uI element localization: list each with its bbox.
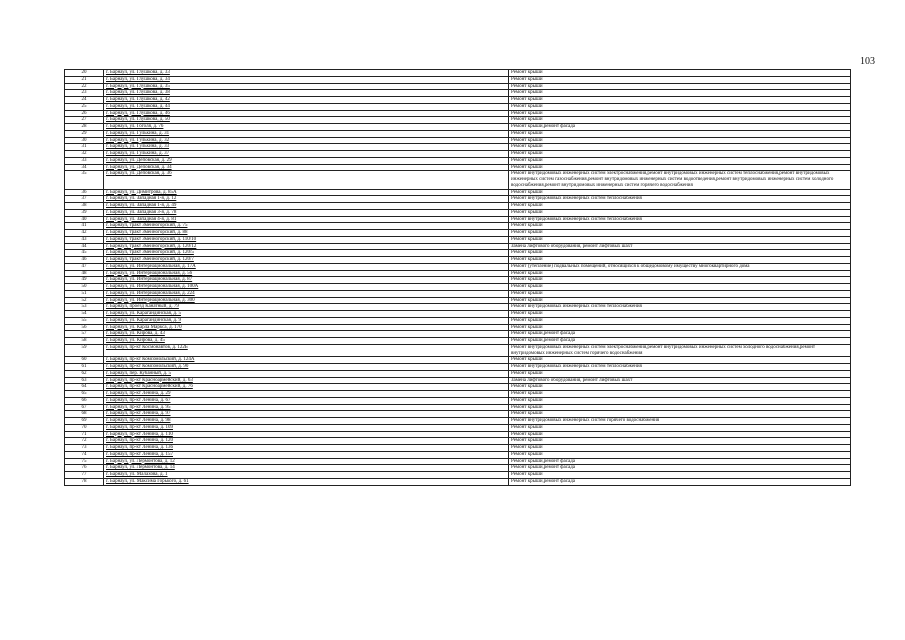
row-number-cell: 32 [65,151,104,158]
row-number-cell: 36 [65,189,104,196]
row-number-cell: 54 [65,311,104,318]
row-number-cell: 24 [65,97,104,104]
work-type-cell: Ремонт крыши [509,391,851,398]
work-type-cell: Ремонт крыши [509,431,851,438]
table-row [65,230,851,237]
table-row [65,317,851,324]
table-row [65,250,851,257]
table-row [65,472,851,479]
row-number-cell: 43 [65,236,104,243]
row-number-cell: 62 [65,370,104,377]
address-cell: г. Барнаул, ул. Максима Горького, д. 61 [104,478,509,485]
row-number-cell: 22 [65,83,104,90]
table-row [65,445,851,452]
work-type-cell: Ремонт крыши [509,270,851,277]
table-row [65,144,851,151]
row-number-cell: 31 [65,144,104,151]
row-number-cell: 75 [65,458,104,465]
address-cell: г. Барнаул, ул. Деповская, д. 36 [104,171,509,189]
address-cell: г. Барнаул, тракт Змеиногорский, д. 88 [104,230,509,237]
work-type-cell: Ремонт крыши [509,189,851,196]
address-cell: г. Барнаул, ул. Западная 4-я, д. 81 [104,216,509,223]
row-number-cell: 59 [65,344,104,357]
work-type-cell: Ремонт крыши [509,317,851,324]
work-type-cell: Ремонт крыши,ремонт фасада [509,458,851,465]
row-number-cell: 63 [65,377,104,384]
work-type-cell: Ремонт внутридомовых инженерных систем теплоснабжения [509,196,851,203]
address-cell: г. Барнаул, ул. Глушкова, д. 42 [104,97,509,104]
work-type-cell: Ремонт внутридомовых инженерных систем электроснабжения,ремонт внутридомовых инженерных систем холодного водоснабжения,ремонт внутридомовых инженерных систем горячего водоснабжения [509,344,851,357]
row-number-cell: 66 [65,397,104,404]
work-type-cell: Ремонт крыши [509,297,851,304]
address-cell: г. Барнаул, пр-кт Красноармейский, д. 76 [104,384,509,391]
table-row [65,397,851,404]
address-cell: г. Барнаул, ул. Глушкова, д. 50 [104,117,509,124]
work-type-cell: Ремонт крыши [509,151,851,158]
address-cell: г. Барнаул, ул. Глушкова, д. 35 [104,83,509,90]
row-number-cell: 30 [65,137,104,144]
table-row [65,257,851,264]
table-row [65,124,851,131]
row-number-cell: 51 [65,290,104,297]
work-type-cell: Ремонт крыши [509,404,851,411]
row-number-cell: 23 [65,90,104,97]
table-row [65,263,851,270]
row-number-cell: 69 [65,418,104,425]
work-type-cell: Ремонт крыши [509,76,851,83]
address-cell: г. Барнаул, проезд Канатный, д. 79 [104,304,509,311]
address-cell: г. Барнаул, ул. Западная 1-я, д. 12 [104,196,509,203]
address-cell: г. Барнаул, пр-кт Ленина, д. 136 [104,445,509,452]
table-row [65,209,851,216]
table-row [65,344,851,357]
address-cell: г. Барнаул, ул. Глушкова, д. 44 [104,103,509,110]
work-type-cell: Ремонт крыши [509,311,851,318]
address-cell: г. Барнаул, пр-кт Красноармейский, д. 63 [104,377,509,384]
work-type-cell: Ремонт крыши [509,230,851,237]
address-cell: г. Барнаул, ул. Гулькина, д. 32 [104,137,509,144]
row-number-cell: 61 [65,364,104,371]
table-row [65,223,851,230]
table-row [65,331,851,338]
work-type-cell: Ремонт крыши [509,451,851,458]
row-number-cell: 33 [65,157,104,164]
row-number-cell: 46 [65,257,104,264]
work-type-cell: Ремонт крыши [509,284,851,291]
address-cell: г. Барнаул, пр-кт Ленина, д. 109 [104,424,509,431]
work-type-cell: Ремонт крыши [509,203,851,210]
row-number-cell: 29 [65,130,104,137]
address-cell: г. Барнаул, ул. Интернациональная, д. 87 [104,277,509,284]
work-type-cell: Ремонт крыши [509,424,851,431]
work-type-cell: Ремонт крыши [509,157,851,164]
row-number-cell: 48 [65,270,104,277]
table-row [65,384,851,391]
work-type-cell: Ремонт крыши [509,236,851,243]
work-type-cell: Ремонт крыши [509,411,851,418]
work-type-cell: Ремонт крыши [509,209,851,216]
table-row [65,137,851,144]
table-row [65,203,851,210]
row-number-cell: 64 [65,384,104,391]
row-number-cell: 49 [65,277,104,284]
address-cell: г. Барнаул, ул. Кирова, д. 45 [104,338,509,345]
address-cell: г. Барнаул, пр-кт Комсомольский, д. 90 [104,364,509,371]
address-cell: г. Барнаул, ул. Димитрова, д. 85А [104,189,509,196]
row-number-cell: 37 [65,196,104,203]
table-row [65,377,851,384]
work-type-cell: Ремонт крыши [509,137,851,144]
work-type-cell: Ремонт крыши [509,384,851,391]
address-cell: г. Барнаул, пр-кт Ленина, д. 110 [104,431,509,438]
address-cell: г. Барнаул, тракт Змеиногорский, д. 75 [104,223,509,230]
address-cell: г. Барнаул, пр-кт Ленина, д. 29 [104,391,509,398]
table-row [65,157,851,164]
table-row [65,270,851,277]
table-row [65,297,851,304]
address-cell: г. Барнаул, ул. Деповская, д. 29 [104,157,509,164]
row-number-cell: 50 [65,284,104,291]
work-type-cell: Ремонт крыши [509,472,851,479]
row-number-cell: 20 [65,70,104,77]
work-type-cell: Ремонт крыши [509,277,851,284]
work-type-cell: Замена лифтового оборудования, ремонт лифтовых шахт [509,243,851,250]
row-number-cell: 47 [65,263,104,270]
table-row [65,418,851,425]
repair-schedule-table [64,69,851,486]
row-number-cell: 53 [65,304,104,311]
address-cell: г. Барнаул, ул. Карагандинская, д. 5 [104,311,509,318]
address-cell: г. Барнаул, тракт Змеиногорский, д. 120/7 [104,257,509,264]
address-cell: г. Барнаул, ул. Карагандинская, д. 9 [104,317,509,324]
address-cell: г. Барнаул, ул. Интернациональная, д. 100А [104,284,509,291]
work-type-cell: Ремонт крыши [509,357,851,364]
row-number-cell: 76 [65,465,104,472]
work-type-cell: Ремонт крыши [509,130,851,137]
work-type-cell: Ремонт крыши [509,257,851,264]
work-type-cell: Ремонт внутридомовых инженерных систем теплоснабжения [509,304,851,311]
address-cell: г. Барнаул, пр-кт Ленина, д. 67 [104,397,509,404]
work-type-cell: Ремонт крыши [509,164,851,171]
row-number-cell: 78 [65,478,104,485]
table-row [65,324,851,331]
address-cell: г. Барнаул, ул. Гулькина, д. 33 [104,144,509,151]
row-number-cell: 42 [65,230,104,237]
page-number: 103 [860,56,875,67]
row-number-cell: 65 [65,391,104,398]
address-cell: г. Барнаул, пр-кт Ленина, д. 120 [104,438,509,445]
address-cell: г. Барнаул, пр-кт Ленина, д. 95 [104,404,509,411]
table-row [65,465,851,472]
address-cell: г. Барнаул, ул. Западная 1-я, д. 49 [104,203,509,210]
table-row [65,277,851,284]
row-number-cell: 67 [65,404,104,411]
row-number-cell: 21 [65,76,104,83]
work-type-cell: Ремонт крыши [509,290,851,297]
address-cell: г. Барнаул, ул. Интернациональная, д. 224 [104,290,509,297]
row-number-cell: 35 [65,171,104,189]
table-row [65,196,851,203]
row-number-cell: 55 [65,317,104,324]
address-cell: г. Барнаул, ул. Интернациональная, д. 300 [104,297,509,304]
row-number-cell: 60 [65,357,104,364]
table-row [65,304,851,311]
table-row [65,284,851,291]
table-row [65,478,851,485]
table-row [65,404,851,411]
table-row [65,391,851,398]
address-cell: г. Барнаул, тракт Змеиногорский, д. 110/10 [104,236,509,243]
table-row [65,451,851,458]
table-row [65,424,851,431]
table-row [65,411,851,418]
work-type-cell: Ремонт крыши,ремонт фасада [509,331,851,338]
address-cell: г. Барнаул, ул. Гулькина, д. 37 [104,151,509,158]
address-cell: г. Барнаул, ул. Лермонтова, д. 12 [104,458,509,465]
row-number-cell: 27 [65,117,104,124]
work-type-cell: Ремонт крыши [509,324,851,331]
address-cell: г. Барнаул, тракт Змеиногорский, д. 120/12 [104,243,509,250]
row-number-cell: 77 [65,472,104,479]
address-cell: г. Барнаул, ул. Интернациональная, д. 56 [104,270,509,277]
address-cell: г. Барнаул, ул. Кирова, д. 43 [104,331,509,338]
row-number-cell: 38 [65,203,104,210]
work-type-cell: Ремонт крыши [509,370,851,377]
work-type-cell: Ремонт внутридомовых инженерных систем горячего водоснабжения [509,418,851,425]
table-row [65,311,851,318]
work-type-cell: Замена лифтового оборудования, ремонт лифтовых шахт [509,377,851,384]
work-type-cell: Ремонт крыши [509,90,851,97]
work-type-cell: Ремонт (утепление) подвальных помещений, относящихся к общедомовому имуществу многоквартирного дома [509,263,851,270]
address-cell: г. Барнаул, пр-кт Ленина, д. 97 [104,411,509,418]
address-cell: г. Барнаул, пр-кт Космонавтов, д. 122Б [104,344,509,357]
row-number-cell: 58 [65,338,104,345]
work-type-cell: Ремонт крыши,ремонт фасада [509,338,851,345]
row-number-cell: 74 [65,451,104,458]
table-row [65,97,851,104]
table-row [65,90,851,97]
work-type-cell: Ремонт внутридомовых инженерных систем теплоснабжения [509,216,851,223]
work-type-cell: Ремонт крыши [509,83,851,90]
address-cell: г. Барнаул, ул. Малахова, д. 1 [104,472,509,479]
row-number-cell: 25 [65,103,104,110]
table-row [65,130,851,137]
table-row [65,458,851,465]
table-row [65,243,851,250]
work-type-cell: Ремонт крыши [509,103,851,110]
work-type-cell: Ремонт крыши [509,250,851,257]
table-row [65,103,851,110]
address-cell: г. Барнаул, пр-кт Комсомольский, д. 124А [104,357,509,364]
work-type-cell: Ремонт крыши [509,97,851,104]
row-number-cell: 28 [65,124,104,131]
row-number-cell: 34 [65,164,104,171]
table-row [65,364,851,371]
work-type-cell: Ремонт внутридомовых инженерных систем электроснабжения,ремонт внутридомовых инженерных систем теплоснабжения,ремонт внутридомовых инженерных систем газоснабжения,ремонт внутридомовых инженерных систем водоотведения,ремонт внутридомовых инженерных систем холодного водоснабжения,ремонт внутридомовых инженерных систем горячего водоснабжения [509,171,851,189]
address-cell: г. Барнаул, ул. Гулькина, д. 31 [104,130,509,137]
table-row [65,357,851,364]
address-cell: г. Барнаул, ул. Лермонтова, д. 14 [104,465,509,472]
table-row [65,76,851,83]
row-number-cell: 71 [65,431,104,438]
work-type-cell: Ремонт крыши [509,397,851,404]
row-number-cell: 41 [65,223,104,230]
address-cell: г. Барнаул, тракт Змеиногорский, д. 120/5 [104,250,509,257]
row-number-cell: 39 [65,209,104,216]
work-type-cell: Ремонт крыши [509,110,851,117]
table-row [65,164,851,171]
row-number-cell: 56 [65,324,104,331]
work-type-cell: Ремонт внутридомовых инженерных систем теплоснабжения [509,364,851,371]
address-cell: г. Барнаул, ул. Карла Маркса, д. 170 [104,324,509,331]
table-row [65,236,851,243]
work-type-cell: Ремонт крыши [509,144,851,151]
work-type-cell: Ремонт крыши [509,117,851,124]
row-number-cell: 57 [65,331,104,338]
row-number-cell: 44 [65,243,104,250]
row-number-cell: 40 [65,216,104,223]
work-type-cell: Ремонт крыши,ремонт фасада [509,465,851,472]
row-number-cell: 73 [65,445,104,452]
work-type-cell: Ремонт крыши [509,70,851,77]
table-row [65,370,851,377]
row-number-cell: 26 [65,110,104,117]
table-row [65,431,851,438]
work-type-cell: Ремонт крыши,ремонт фасада [509,478,851,485]
table-row [65,438,851,445]
table-row [65,338,851,345]
table-row [65,151,851,158]
row-number-cell: 72 [65,438,104,445]
table-row [65,189,851,196]
row-number-cell: 45 [65,250,104,257]
work-type-cell: Ремонт крыши [509,223,851,230]
address-cell: г. Барнаул, ул. Глушкова, д. 34 [104,76,509,83]
table-row [65,83,851,90]
address-cell: г. Барнаул, ул. Глушкова, д. 46 [104,110,509,117]
address-cell: г. Барнаул, пер. Кубанный, д. 5 [104,370,509,377]
table-row [65,117,851,124]
table-row [65,216,851,223]
table-row [65,171,851,189]
address-cell: г. Барнаул, ул. Деповская, д. 34 [104,164,509,171]
table-row [65,110,851,117]
table-row [65,290,851,297]
address-cell: г. Барнаул, пр-кт Ленина, д. 98 [104,418,509,425]
row-number-cell: 68 [65,411,104,418]
work-type-cell: Ремонт крыши,ремонт фасада [509,124,851,131]
row-number-cell: 70 [65,424,104,431]
table-row [65,70,851,77]
work-type-cell: Ремонт крыши [509,438,851,445]
address-cell: г. Барнаул, ул. Гоголя, д. 76 [104,124,509,131]
address-cell: г. Барнаул, ул. Западная 3-я, д. 78 [104,209,509,216]
row-number-cell: 52 [65,297,104,304]
address-cell: г. Барнаул, ул. Интернациональная, д. 17А [104,263,509,270]
address-cell: г. Барнаул, пр-кт Ленина, д. 157 [104,451,509,458]
work-type-cell: Ремонт крыши [509,445,851,452]
address-cell: г. Барнаул, ул. Глушкова, д. 38 [104,90,509,97]
table-body [65,70,851,486]
address-cell: г. Барнаул, ул. Глушкова, д. 33 [104,70,509,77]
